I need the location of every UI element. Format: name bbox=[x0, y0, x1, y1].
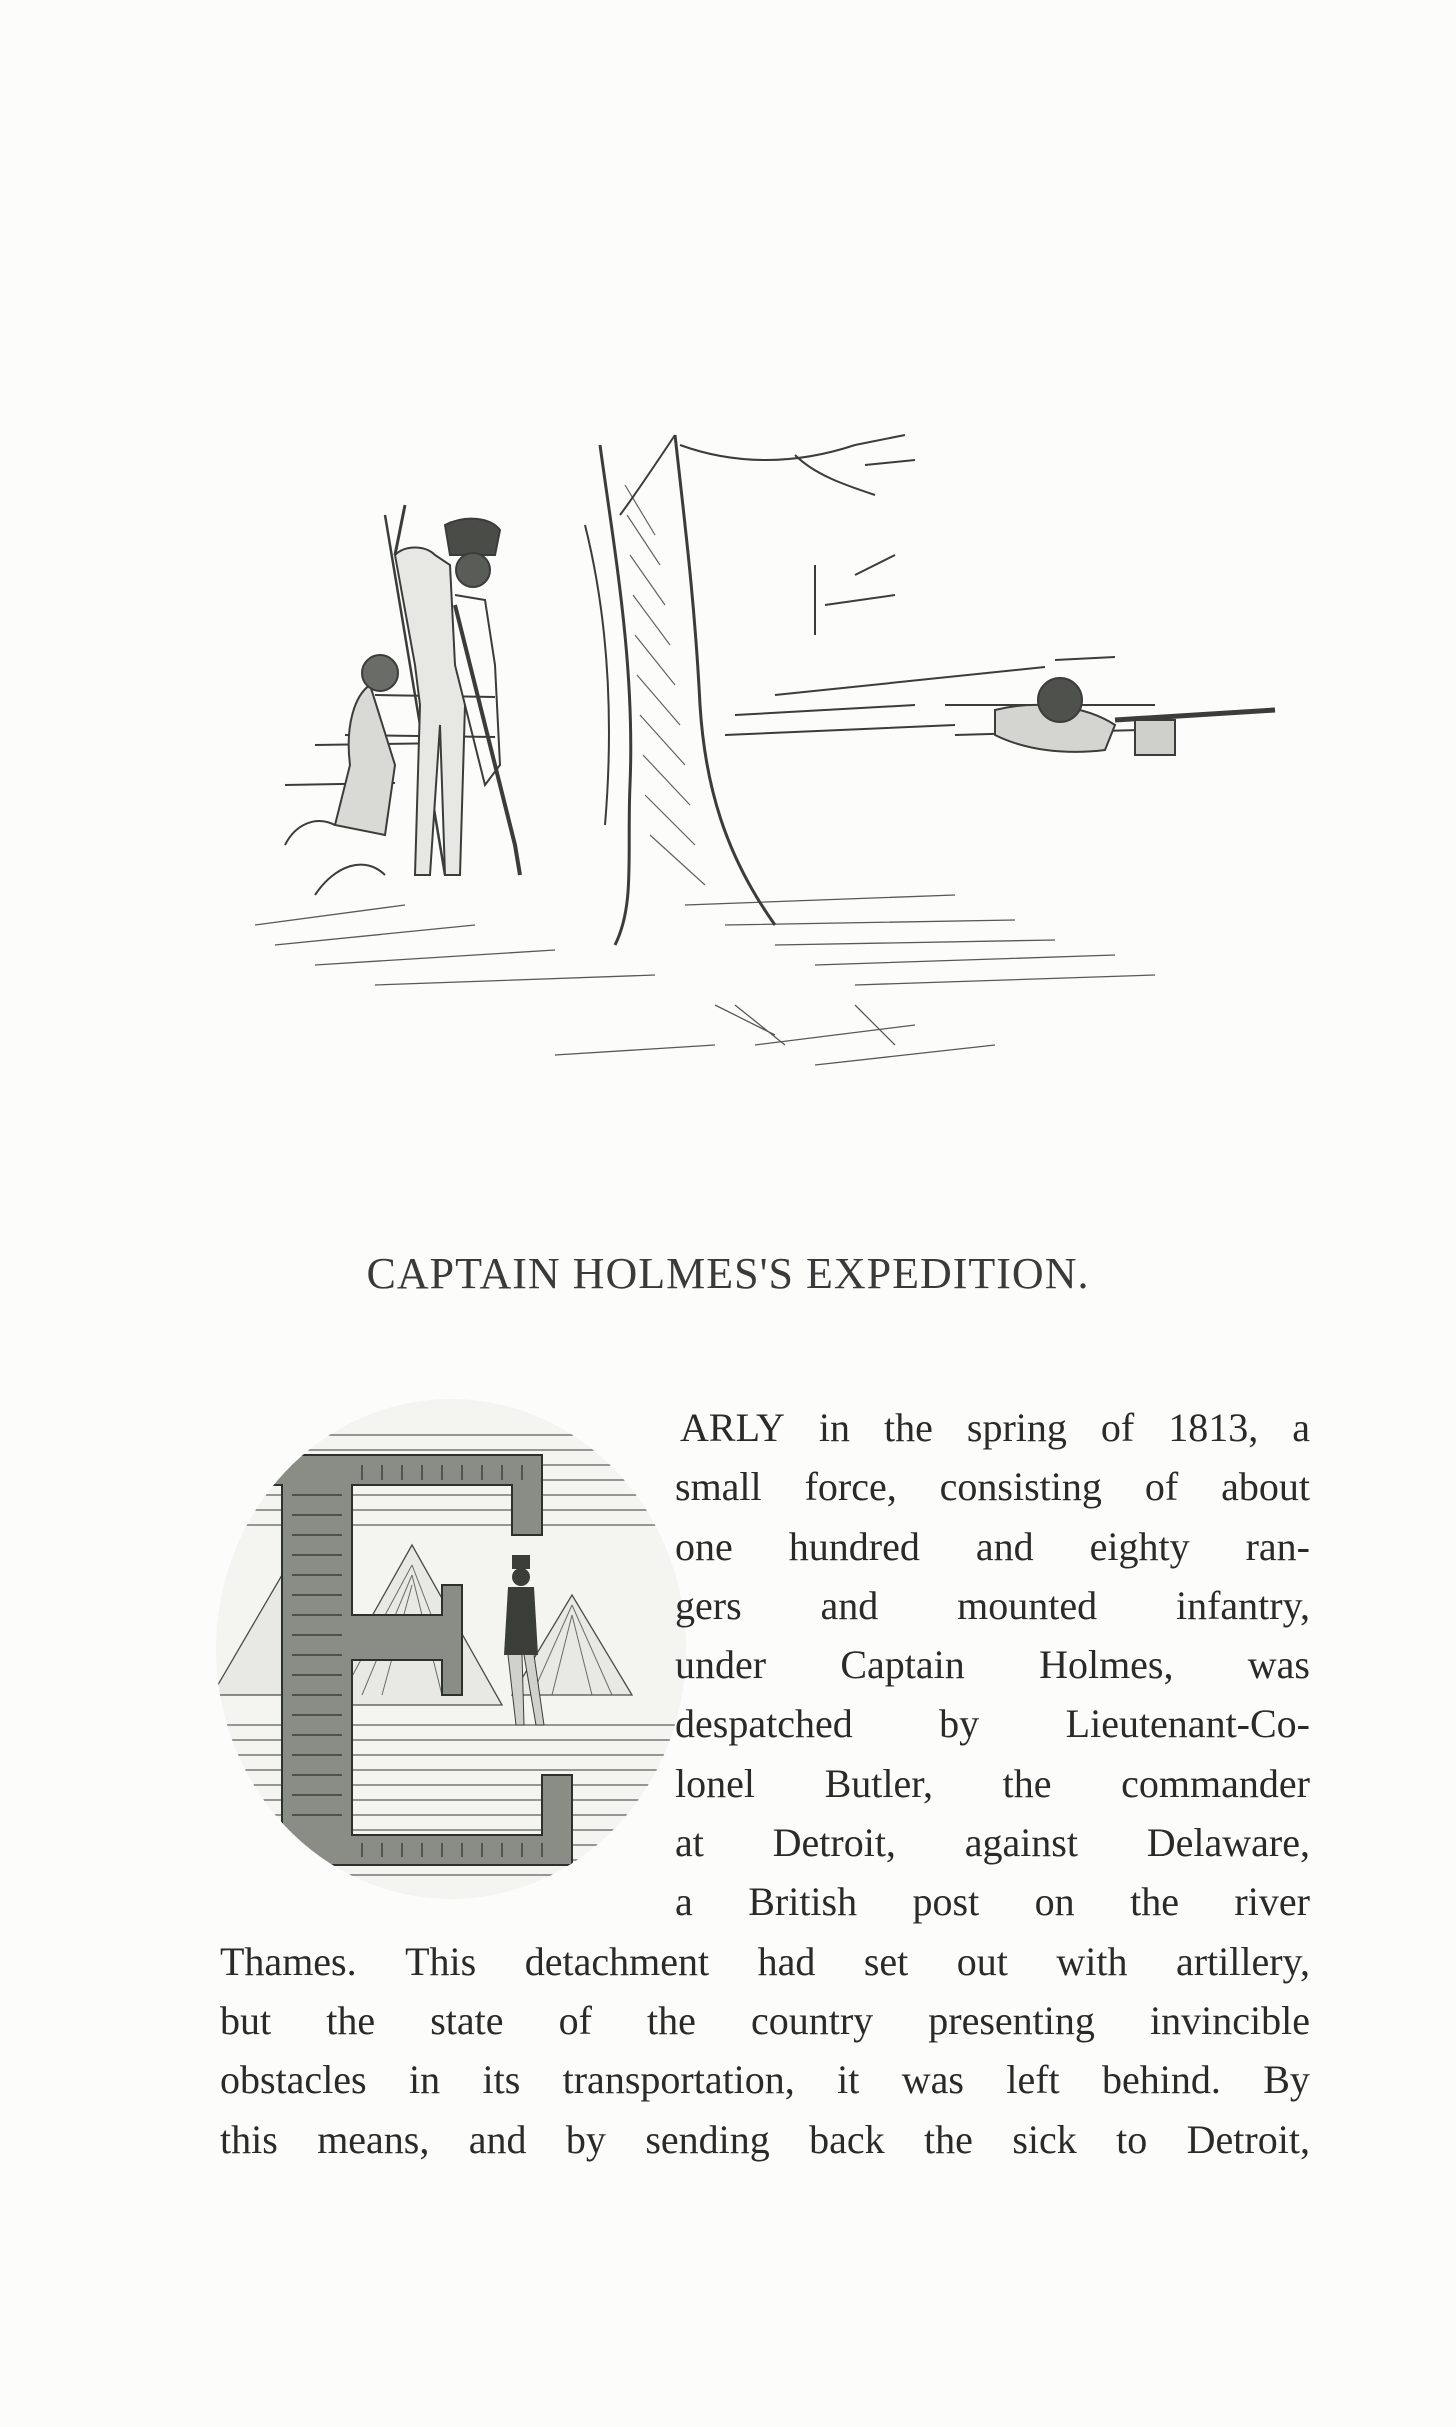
word: This bbox=[405, 1938, 477, 1984]
word: force, bbox=[804, 1464, 897, 1510]
word: lonel bbox=[675, 1760, 755, 1806]
word: about bbox=[1221, 1464, 1310, 1510]
body-line bbox=[220, 1991, 1310, 2050]
word: and bbox=[975, 1523, 1034, 1569]
word: invincible bbox=[1149, 1997, 1310, 2043]
word: sending bbox=[645, 2116, 770, 2162]
word: under bbox=[675, 1642, 767, 1688]
word: against bbox=[964, 1820, 1078, 1866]
body-line bbox=[220, 2050, 1310, 2109]
word: small bbox=[675, 1464, 762, 1510]
body-line bbox=[220, 1754, 1310, 1813]
word: Holmes, bbox=[1039, 1642, 1174, 1688]
body-line bbox=[220, 1694, 1310, 1753]
word: a bbox=[1292, 1405, 1310, 1450]
soldiers-by-tree-illustration-icon bbox=[255, 405, 1285, 1095]
word: ARLY bbox=[680, 1405, 785, 1450]
word: set bbox=[863, 1938, 909, 1984]
word: of bbox=[1100, 1405, 1135, 1450]
body-line bbox=[220, 1517, 1310, 1576]
word: infantry, bbox=[1175, 1582, 1310, 1628]
word: but bbox=[220, 1997, 272, 2043]
word: eighty bbox=[1089, 1523, 1190, 1569]
word: hundred bbox=[788, 1523, 920, 1569]
word: this bbox=[220, 2116, 278, 2162]
word: Delaware, bbox=[1146, 1820, 1310, 1866]
word: and bbox=[820, 1582, 879, 1628]
word: by bbox=[939, 1701, 980, 1747]
body-text bbox=[220, 1398, 1310, 2169]
word: mounted bbox=[957, 1582, 1098, 1628]
word: with bbox=[1056, 1938, 1128, 1984]
word: behind. bbox=[1102, 2057, 1221, 2103]
word: transportation, bbox=[562, 2057, 795, 2103]
word: by bbox=[565, 2116, 606, 2162]
word: the bbox=[884, 1405, 933, 1450]
engraved-illustration bbox=[255, 405, 1285, 1095]
word: in bbox=[408, 2057, 441, 2103]
body-line bbox=[220, 1813, 1310, 1872]
word: had bbox=[757, 1938, 816, 1984]
word: the bbox=[1130, 1879, 1179, 1925]
word: presenting bbox=[928, 1997, 1095, 2043]
word: state bbox=[430, 1997, 504, 2043]
word: sick bbox=[1012, 2116, 1077, 2162]
body-line bbox=[220, 1872, 1310, 1931]
word: Thames. bbox=[220, 1938, 357, 1984]
word: artillery, bbox=[1175, 1938, 1310, 1984]
body-line bbox=[220, 1576, 1310, 1635]
word: Detroit, bbox=[1186, 2116, 1310, 2162]
word: was bbox=[901, 2057, 964, 2103]
word: of bbox=[558, 1997, 592, 2043]
word: and bbox=[468, 2116, 527, 2162]
word: ran- bbox=[1245, 1523, 1310, 1569]
word: the bbox=[326, 1997, 376, 2043]
word: 1813, bbox=[1168, 1405, 1259, 1450]
word: British bbox=[748, 1879, 858, 1925]
word: back bbox=[809, 2116, 885, 2162]
body-line bbox=[220, 2110, 1310, 2169]
word: it bbox=[837, 2057, 860, 2103]
word: Butler, bbox=[824, 1760, 934, 1806]
word: its bbox=[482, 2057, 521, 2103]
word: river bbox=[1234, 1879, 1310, 1925]
word: means, bbox=[317, 2116, 430, 2162]
word: spring bbox=[966, 1405, 1067, 1450]
word: to bbox=[1116, 2116, 1148, 2162]
word: was bbox=[1247, 1642, 1310, 1688]
word: consisting bbox=[939, 1464, 1102, 1510]
word: Lieutenant-Co- bbox=[1065, 1701, 1310, 1747]
word: obstacles bbox=[220, 2057, 367, 2103]
body-line bbox=[220, 1932, 1310, 1991]
word: despatched bbox=[675, 1701, 853, 1747]
word: post bbox=[912, 1879, 980, 1925]
word: gers bbox=[675, 1582, 742, 1628]
word: commander bbox=[1121, 1760, 1310, 1806]
word: Captain bbox=[840, 1642, 965, 1688]
word: in bbox=[818, 1405, 851, 1450]
body-line bbox=[220, 1457, 1310, 1516]
word: the bbox=[647, 1997, 696, 2043]
word: one bbox=[675, 1523, 733, 1569]
chapter-title: CAPTAIN HOLMES'S EXPEDITION. bbox=[366, 1249, 1090, 1298]
word: country bbox=[750, 1997, 874, 2043]
word: detachment bbox=[524, 1938, 710, 1984]
word: a bbox=[675, 1879, 693, 1925]
word: out bbox=[956, 1938, 1008, 1984]
word: the bbox=[1002, 1760, 1052, 1806]
body-line bbox=[220, 1398, 1310, 1457]
word: left bbox=[1006, 2057, 1060, 2103]
word: the bbox=[924, 2116, 973, 2162]
word: at bbox=[675, 1820, 704, 1866]
word: By bbox=[1263, 2057, 1310, 2103]
body-line bbox=[220, 1635, 1310, 1694]
word: on bbox=[1034, 1879, 1075, 1925]
word: of bbox=[1144, 1464, 1179, 1510]
word: Detroit, bbox=[772, 1820, 896, 1866]
